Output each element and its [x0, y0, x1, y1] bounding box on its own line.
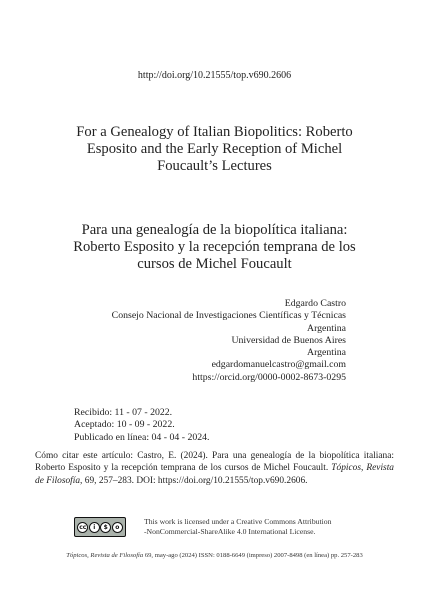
nc-icon: $ [100, 522, 111, 533]
title-es-line: Para una genealogía de la biopolítica italiana: [81, 222, 348, 238]
page-footer [0, 552, 429, 559]
title-en-line: For a Genealogy of Italian Biopolitics: Roberto [76, 124, 353, 140]
date-received: Recibido: 11 - 07 - 2022. [74, 407, 173, 418]
date-published: Publicado en línea: 04 - 04 - 2024. [74, 431, 210, 443]
license-line: This work is licensed under a Creative Commons Attribution [144, 517, 332, 526]
license-text [144, 517, 331, 537]
date-accepted: Aceptado: 10 - 09 - 2022. [74, 419, 175, 431]
footer-info: 69, may-ago (2024) ISSN: 0188-6649 (impreso) 2007-8498 (en línea) pp. 257-283 [143, 552, 363, 559]
author-country: Argentina [307, 347, 346, 359]
author-orcid[interactable]: https://orcid.org/0000-0002-8673-0295 [192, 371, 346, 383]
author-email[interactable]: edgardomanuelcastro@gmail.com [211, 359, 346, 371]
by-icon: i [89, 522, 100, 533]
footer-journal: Tópicos, Revista de Filosofía [66, 552, 144, 559]
author-name: Edgardo Castro [284, 298, 346, 309]
title-spanish [40, 222, 389, 273]
title-en-line: Foucault’s Lectures [157, 158, 272, 174]
title-es-line: Roberto Esposito y la recepción temprana de los [73, 239, 356, 255]
author-affiliation: Consejo Nacional de Investigaciones Científicas y Técnicas [111, 310, 346, 322]
dates-block [74, 407, 210, 444]
citation-text: Cómo citar este artículo: Castro, E. (2024). Para una genealogía de la biopolítica italiana: Roberto Esposito y la recepción temprana de los cursos de Michel Foucault. [35, 451, 394, 474]
author-country: Argentina [307, 322, 346, 334]
title-english [40, 124, 389, 175]
license-block [74, 517, 394, 541]
doi-link[interactable]: http://doi.org/10.21555/top.v690.2606 [137, 70, 292, 81]
title-en-line: Esposito and the Early Reception of Michel [86, 141, 343, 157]
author-block [112, 298, 346, 384]
sa-icon: o [112, 522, 123, 533]
citation-journal: Tópicos, Revista de Filosofía, [35, 463, 394, 486]
cc-license-badge[interactable] [74, 517, 126, 537]
author-affiliation: Universidad de Buenos Aires [231, 334, 346, 346]
citation [35, 450, 394, 487]
cc-icon: cc [79, 523, 87, 531]
title-es-line: cursos de Michel Foucault [137, 256, 292, 272]
license-line: -NonCommercial-ShareAlike 4.0 International License. [144, 527, 316, 536]
citation-doi[interactable]: 69, 257–283. DOI: https://doi.org/10.21555/top.v690.2606. [82, 475, 308, 486]
